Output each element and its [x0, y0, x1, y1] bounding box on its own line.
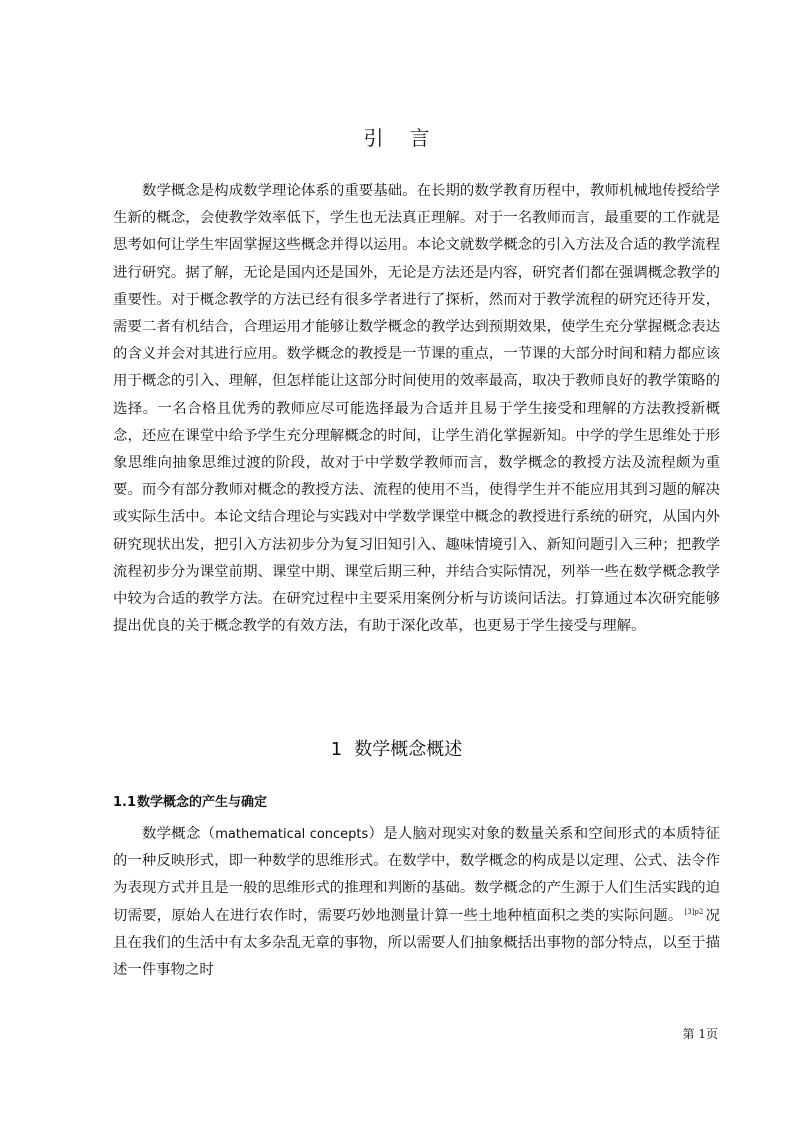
subsection-1-1-number: 1.1: [113, 795, 137, 810]
concept-paragraph: [113, 821, 720, 984]
section-1-title: 数学概念概述: [354, 739, 463, 760]
concept-text-part1: 数学概念（: [142, 826, 216, 842]
citation-superscript[interactable]: [3]p2: [684, 907, 704, 916]
subsection-1-1-title: 数学概念的产生与确定: [137, 795, 268, 810]
english-term: mathematical concepts: [215, 827, 369, 842]
intro-paragraph: 数学概念是构成数学理论体系的重要基础。在长期的数学教育历程中，教师机械地传授给学生新的概念，会使教学效率低下，学生也无法真正理解。对于一名教师而言，最重要的工作就是思考如何让学生牢固掌握这些概念并得以运用。本论文就数学概念的引入方法及合适的教学流程进行研究。据了解，无论是国内还是国外，无论是方法还是内容，研究者们都在强调概念教学的重要性。对于概念教学的方法已经有很多学者进行了探析，然而对于教学流程的研究还待开发，需要二者有机结合，合理运用才能够让数学概念的教学达到预期效果，使学生充分掌握概念表达的含义并会对其进行应用。数学概念的教授是一节课的重点，一节课的大部分时间和精力都应该用于概念的引入、理解，但怎样能让这部分时间使用的效率最高，取决于教师良好的教学策略的选择。一名合格且优秀的教师应尽可能选择最为合适并且易于学生接受和理解的方法教授新概念，还应在课堂中给予学生充分理解概念的时间，让学生消化掌握新知。中学的学生思维处于形象思维向抽象思维过渡的阶段，故对于中学数学教师而言，数学概念的教授方法及流程颇为重要。而今有部分教师对概念的教授方法、流程的使用不当，使得学生并不能应用其到习题的解决或实际生活中。本论文结合理论与实践对中学数学课堂中概念的教授进行系统的研究，从国内外研究现状出发，把引入方法初步分为复习旧知引入、趣味情境引入、新知问题引入三种；把教学流程初步分为课堂前期、课堂中期、课堂后期三种，并结合实际情况，列举一些在数学概念教学中较为合适的教学方法。在研究过程中主要采用案例分析与访谈问话法。打算通过本次研究能够提出优良的关于概念教学的有效方法，有助于深化改革，也更易于学生接受与理解。: [113, 183, 720, 635]
intro-heading: 引言: [363, 126, 456, 150]
page-number: 第 1页: [682, 1027, 718, 1041]
section-1-heading: [0, 737, 793, 763]
section-1-number: 1: [330, 739, 343, 760]
concept-text-part2: ）是人脑对现实对象的数量关系和空间形式的本质特征的一种反映形式，即一种数学的思维形式。在数学中，数学概念的构成是以定理、公式、法令作为表现方式并且是一般的思维形式的推理和判断的基础。数学概念的产生源于人们生活实践的迫切需要，原始人在进行农作时，需要巧妙地测量计算一些土地种植面积之类的实际问题。: [113, 826, 720, 924]
subsection-1-1-heading: [113, 793, 267, 813]
concept-text-part3: 况且在我们的生活中有太多杂乱无章的事物，所以需要人们抽象概括出事物的部分特点，以至于描述一件事物之时: [113, 907, 720, 979]
